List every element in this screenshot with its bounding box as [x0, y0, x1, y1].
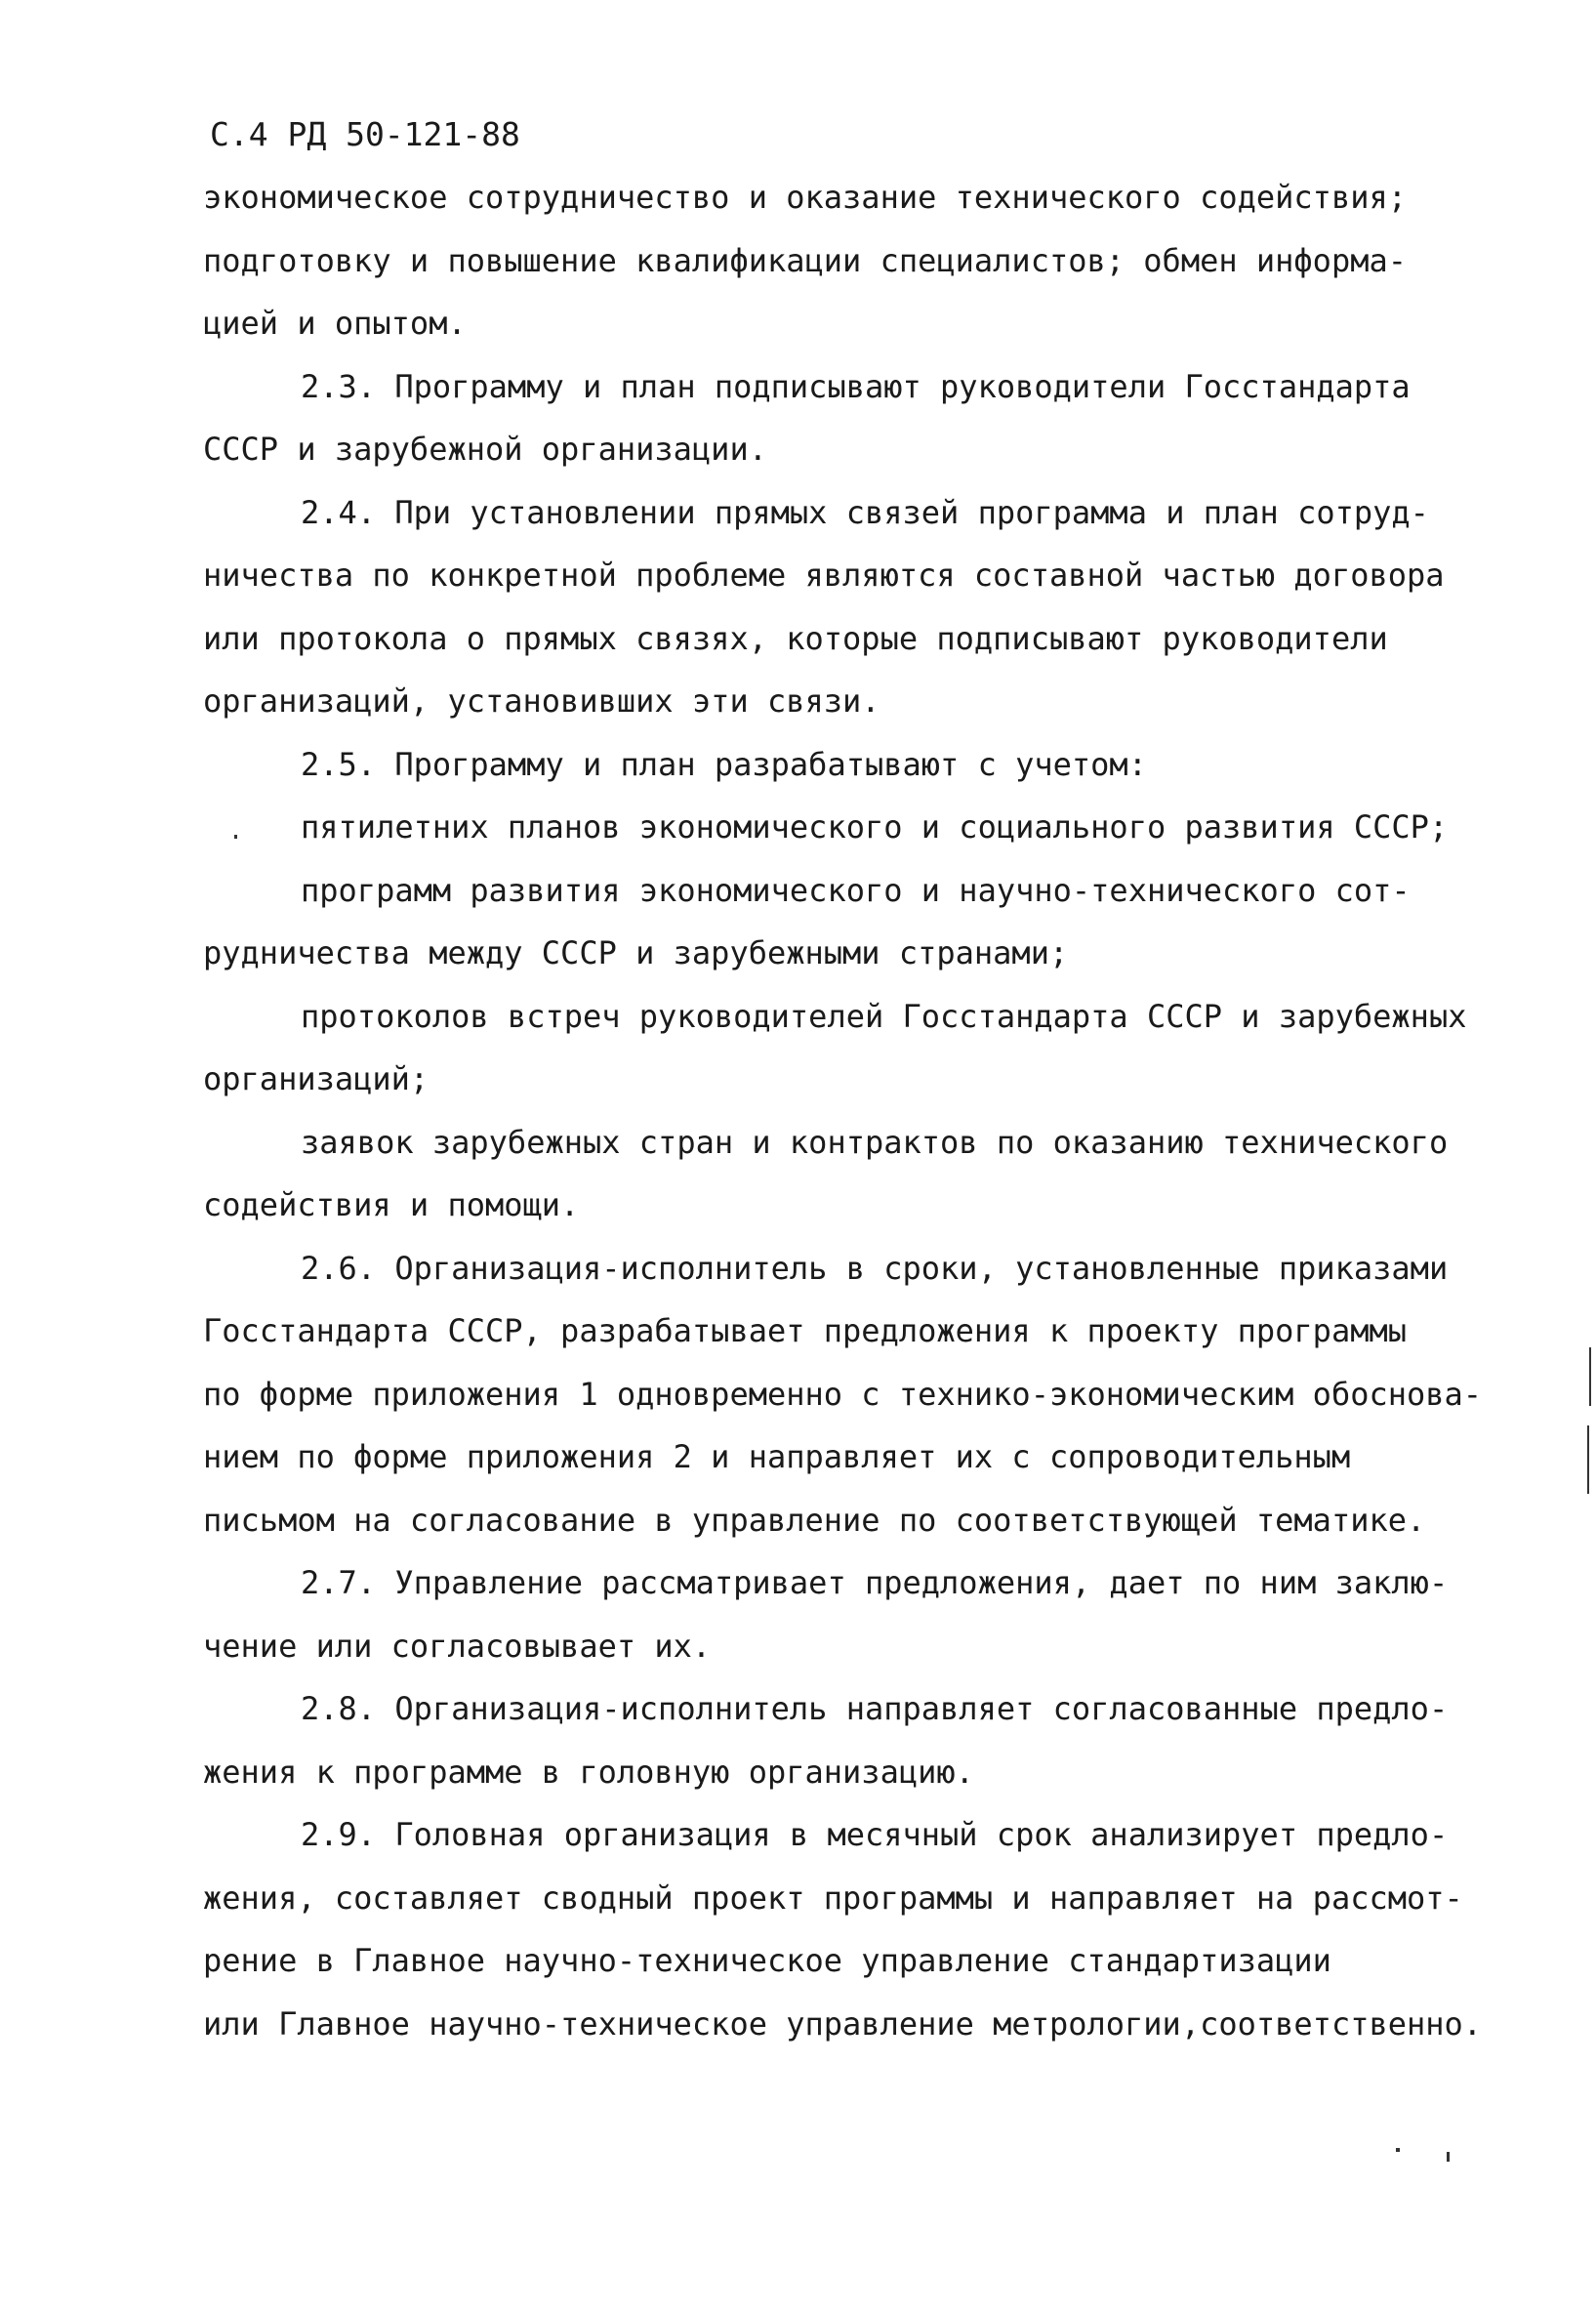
list-item: заявок зарубежных стран и контрактов по оказанию технического [301, 1123, 1449, 1161]
paragraph-2-4: 2.4. При установлении прямых связей программа и план сотруд- [301, 493, 1429, 531]
text-line: СССР и зарубежной организации. [203, 431, 767, 468]
text-line: цией и опытом. [203, 305, 467, 342]
text-line: организаций; [203, 1060, 430, 1097]
list-item: протоколов встреч руководителей Госстандарта СССР и зарубежных [301, 997, 1467, 1035]
text-line: организаций, установивших эти связи. [203, 682, 880, 720]
text-line: содействия и помощи. [203, 1186, 580, 1223]
text-line: жения к программе в головную организацию. [203, 1753, 974, 1791]
text-line: рудничества между СССР и зарубежными странами; [203, 934, 1069, 971]
page-header: С.4 РД 50-121-88 [210, 115, 520, 153]
text-line: нием по форме приложения 2 и направляет их с сопроводительным [203, 1438, 1351, 1475]
list-item: пятилетних планов экономического и социального развития СССР; [301, 808, 1449, 846]
document-body [203, 166, 1531, 2055]
paragraph-2-5: 2.5. Программу и план разрабатывают с учетом: [301, 745, 1147, 783]
text-line: письмом на согласование в управление по соответствующей тематике. [203, 1501, 1426, 1539]
text-line: жения, составляет сводный проект программы и направляет на рассмот- [203, 1878, 1463, 1917]
text-line: рение в Главное научно-техническое управление стандартизации [203, 1942, 1331, 1979]
paragraph-2-3: 2.3. Программу и план подписывают руководители Госстандарта [301, 367, 1411, 405]
scan-artifact [1396, 2148, 1400, 2152]
paragraph-2-7: 2.7. Управление рассматривает предложения, дает по ним заклю- [301, 1564, 1449, 1601]
list-item: программ развития экономического и научно-технического сот- [301, 871, 1411, 909]
paragraph-2-6: 2.6. Организация-исполнитель в сроки, установленные приказами [301, 1249, 1449, 1287]
text-line: чение или согласовывает их. [203, 1627, 712, 1665]
paragraph-2-8: 2.8. Организация-исполнитель направляет согласованные предло- [301, 1690, 1449, 1727]
scan-artifact [234, 835, 237, 839]
scan-artifact [1447, 2152, 1450, 2162]
text-line: экономическое сотрудничество и оказание технического содействия; [203, 179, 1407, 216]
text-line: или Главное научно-техническое управление метрологии,соответственно. [203, 2004, 1483, 2043]
text-line: Госстандарта СССР, разрабатывает предложения к проекту программы [203, 1312, 1407, 1349]
text-line: по форме приложения 1 одновременно с технико-экономическим обоснова- [203, 1375, 1483, 1413]
scan-artifact [1589, 1347, 1591, 1406]
text-line: ничества по конкретной проблеме являются составной частью договора [203, 557, 1445, 594]
paragraph-2-9: 2.9. Головная организация в месячный срок анализирует предло- [301, 1816, 1449, 1853]
text-line: подготовку и повышение квалификации специалистов; обмен информа- [203, 241, 1407, 279]
scan-artifact [1587, 1425, 1589, 1494]
text-line: или протокола о прямых связях, которые подписывают руководители [203, 619, 1388, 657]
